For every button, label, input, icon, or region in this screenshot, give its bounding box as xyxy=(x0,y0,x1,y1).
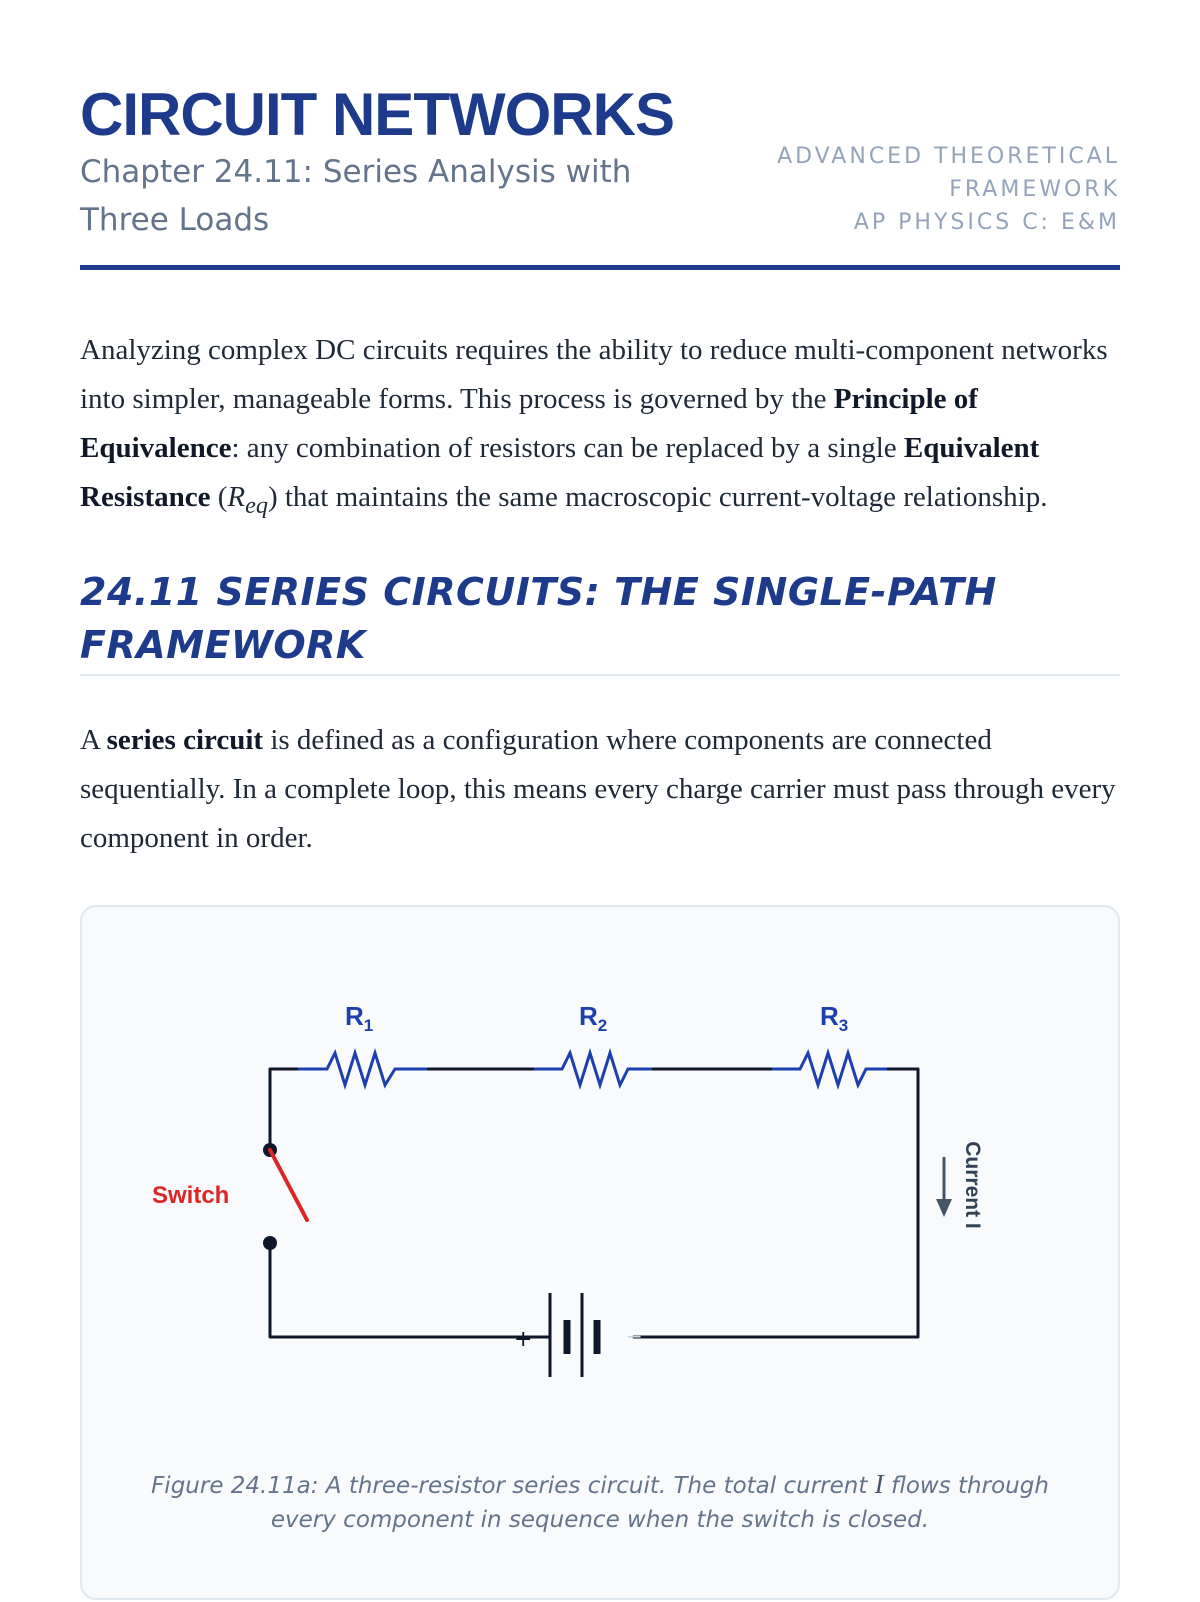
switch-lever xyxy=(270,1150,307,1220)
resistor-1-label: $R_1$ xyxy=(345,1001,374,1035)
text-run: Figure 24.11a: A three-resistor series circuit. The total current xyxy=(151,1473,875,1499)
current-label: Current I xyxy=(961,1141,984,1229)
switch-bottom-terminal xyxy=(263,1236,277,1250)
resistor-1 xyxy=(298,1053,427,1085)
text-run: A xyxy=(80,724,107,756)
text-run: Analyzing complex DC circuits requires the ability to reduce multi-component networks into simpler, manageable forms. This process is governed by the xyxy=(80,334,1108,415)
text-run: ( xyxy=(210,481,228,513)
math-req xyxy=(227,481,268,519)
resistor-2-label: $R_2$ xyxy=(579,1001,608,1035)
series-paragraph xyxy=(80,716,1120,863)
course-meta xyxy=(760,140,1120,239)
text-run: is defined as a configuration where components are connected sequentially. In a complete loop, this means every charge carrier must pass through every component in order. xyxy=(80,724,1116,854)
current-arrow-head xyxy=(936,1199,952,1217)
term-principle-of-equivalence: Principle of Equivalence xyxy=(80,383,978,464)
resistor-3 xyxy=(772,1053,887,1085)
chapter-subtitle: Chapter 24.11: Series Analysis with Three Loads xyxy=(80,154,632,238)
battery-minus-label: − xyxy=(626,1324,643,1348)
battery-plus-label: + xyxy=(514,1327,533,1352)
page-header xyxy=(80,80,1120,270)
math-symbol: R xyxy=(227,481,246,513)
wire-bottom-left xyxy=(270,1243,522,1337)
course-meta-line: ADVANCED THEORETICAL xyxy=(777,144,1120,169)
course-meta-line: AP PHYSICS C: E&M xyxy=(853,210,1120,235)
section-heading: 24.11 SERIES CIRCUITS: THE SINGLE-PATH FRAMEWORK xyxy=(80,566,1120,676)
wire-right xyxy=(634,1069,918,1337)
circuit-figure xyxy=(80,905,1120,1600)
wire-top-left xyxy=(270,1069,298,1150)
course-meta-line: FRAMEWORK xyxy=(949,177,1120,202)
resistor-3-label: $R_3$ xyxy=(820,1001,849,1035)
switch-label: Switch xyxy=(152,1182,230,1209)
term-series-circuit: series circuit xyxy=(106,724,264,756)
term-equivalent-resistance: Equivalent Resistance xyxy=(80,432,1040,513)
math-symbol: I xyxy=(874,1469,884,1499)
math-subscript: eq xyxy=(245,491,268,519)
page-title: CIRCUIT NETWORKS xyxy=(80,81,674,148)
resistor-2 xyxy=(534,1053,652,1085)
text-run: flows through every component in sequence when the switch is closed. xyxy=(270,1473,1049,1533)
text-run: ) that maintains the same macroscopic current-voltage relationship. xyxy=(267,481,1048,513)
text-run: : any combination of resistors can be replaced by a single xyxy=(231,432,904,464)
intro-paragraph xyxy=(80,326,1120,530)
figure-caption xyxy=(132,1467,1068,1537)
